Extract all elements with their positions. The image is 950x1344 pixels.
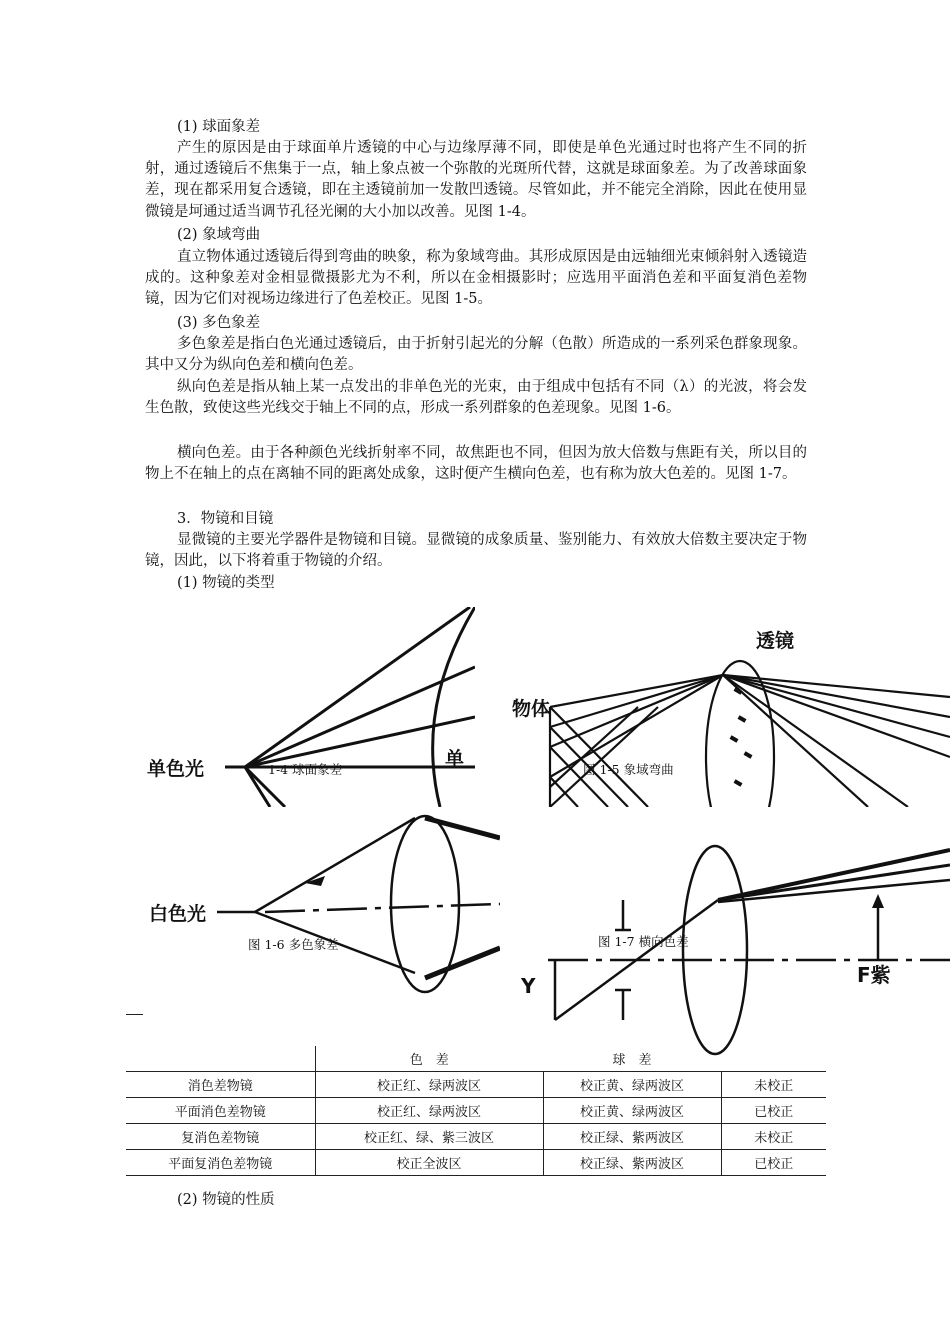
- figure-lateral-chromatic: [503, 810, 950, 1060]
- table-cell: 校正全波区: [315, 1150, 543, 1176]
- table-cell: 消色差物镜: [126, 1072, 315, 1098]
- table-cell: 未校正: [721, 1124, 826, 1150]
- paragraph-spherical-aberration: 产生的原因是由于球面单片透镜的中心与边缘厚薄不同，即使是单色光通过时也将产生不同的折射，通过透镜后不焦集于一点，轴上象点被一个弥散的光斑所代替，这就是球面象差。为了改善球面象差，现在都采用复合透镜，即在主透镜前加一发散凹透镜。尽管如此，并不能完全消除，因此在使用显微镜是坷通过适当调节孔径光阑的大小加以改善。见图 1-4。: [145, 140, 807, 220]
- heading-objective-properties: (2) 物镜的性质: [177, 1192, 275, 1208]
- fig14-label-left: 单色光: [147, 758, 205, 780]
- table-header-cell: [126, 1046, 315, 1072]
- table-header-row: [126, 1046, 826, 1072]
- fig15-label-object: 物体: [512, 698, 551, 720]
- fig17-label-y: Y: [521, 974, 536, 998]
- table-cell: 校正红、绿两波区: [315, 1072, 543, 1098]
- heading-chromatic-aberration: (3) 多色象差: [177, 315, 261, 331]
- heading-objective-eyepiece: 3．物镜和目镜: [177, 511, 274, 527]
- separator-line: [126, 1014, 143, 1015]
- table-cell: 复消色差物镜: [126, 1124, 315, 1150]
- figure-caption-1-6: 图 1-6 多色象差: [248, 937, 339, 952]
- fig14-label-right: 单: [445, 748, 465, 770]
- paragraph-objective-eyepiece: 显微镜的主要光学器件是物镜和目镜。显微镜的成象质量、鉴别能力、有效放大倍数主要决定于物镜，因此，以下将着重于物镜的介绍。: [145, 532, 807, 570]
- table-cell: 已校正: [721, 1098, 826, 1124]
- heading-objective-types: (1) 物镜的类型: [177, 575, 275, 591]
- table-cell: 校正黄、绿两波区: [543, 1098, 721, 1124]
- table-cell: 已校正: [721, 1150, 826, 1176]
- table-cell: 未校正: [721, 1072, 826, 1098]
- figure-chromatic-aberration: [145, 808, 500, 998]
- table-row: [126, 1150, 826, 1176]
- figure-caption-1-5: 图 1-5 象域弯曲: [583, 762, 674, 777]
- fig15-label-lens: 透镜: [756, 630, 795, 652]
- figure-caption-1-4: 1-4 球面象差: [268, 762, 343, 777]
- table-cell: 平面复消色差物镜: [126, 1150, 315, 1176]
- fig17-label-f: F紫: [857, 963, 891, 987]
- table-cell: 校正绿、紫两波区: [543, 1124, 721, 1150]
- paragraph-lateral-chromatic: 横向色差。由于各种颜色光线折射率不同，故焦距也不同，但因为放大倍数与焦距有关，所以目的物上不在轴上的点在离轴不同的距离处成象，这时便产生横向色差，也有称为放大色差的。见图 1-7。: [145, 445, 807, 483]
- objective-types-table: [126, 1046, 826, 1176]
- table-header-cell: 色 差: [315, 1046, 543, 1072]
- table-header-cell: 球 差: [612, 1053, 652, 1068]
- heading-field-curvature: (2) 象域弯曲: [177, 227, 261, 243]
- table-cell: 校正红、绿两波区: [315, 1098, 543, 1124]
- table-header-cell: [721, 1046, 826, 1072]
- paragraph-longitudinal-chromatic: 纵向色差是指从轴上某一点发出的非单色光的光束，由于组成中包括有不同（λ）的光波，将会发生色散，致使这些光线交于轴上不同的点，形成一系列群象的色差现象。见图 1-6。: [145, 379, 807, 417]
- table-cell: 校正黄、绿两波区: [543, 1072, 721, 1098]
- paragraph-chromatic-aberration: 多色象差是指白色光通过透镜后，由于折射引起光的分解（色散）所造成的一系列采色群象现象。其中又分为纵向色差和横向色差。: [145, 336, 807, 374]
- table-row: [126, 1072, 826, 1098]
- figure-field-curvature: [508, 607, 950, 807]
- table-cell: 校正红、绿、紫三波区: [315, 1124, 543, 1150]
- table-cell: 平面消色差物镜: [126, 1098, 315, 1124]
- table-row: [126, 1098, 826, 1124]
- table-cell: 校正绿、紫两波区: [543, 1150, 721, 1176]
- paragraph-field-curvature: 直立物体通过透镜后得到弯曲的映象，称为象域弯曲。其形成原因是由远轴细光束倾斜射入透镜造成的。这种象差对金相显微摄影尤为不利，所以在金相摄影时；应选用平面消色差和平面复消色差物镜，因为它们对视场边缘进行了色差校正。见图 1-5。: [145, 249, 807, 308]
- table-row: [126, 1124, 826, 1150]
- fig16-label-left: 白色光: [149, 903, 207, 925]
- figure-caption-1-7: 图 1-7 横向色差: [598, 934, 689, 949]
- heading-spherical-aberration: (1) 球面象差: [177, 119, 261, 135]
